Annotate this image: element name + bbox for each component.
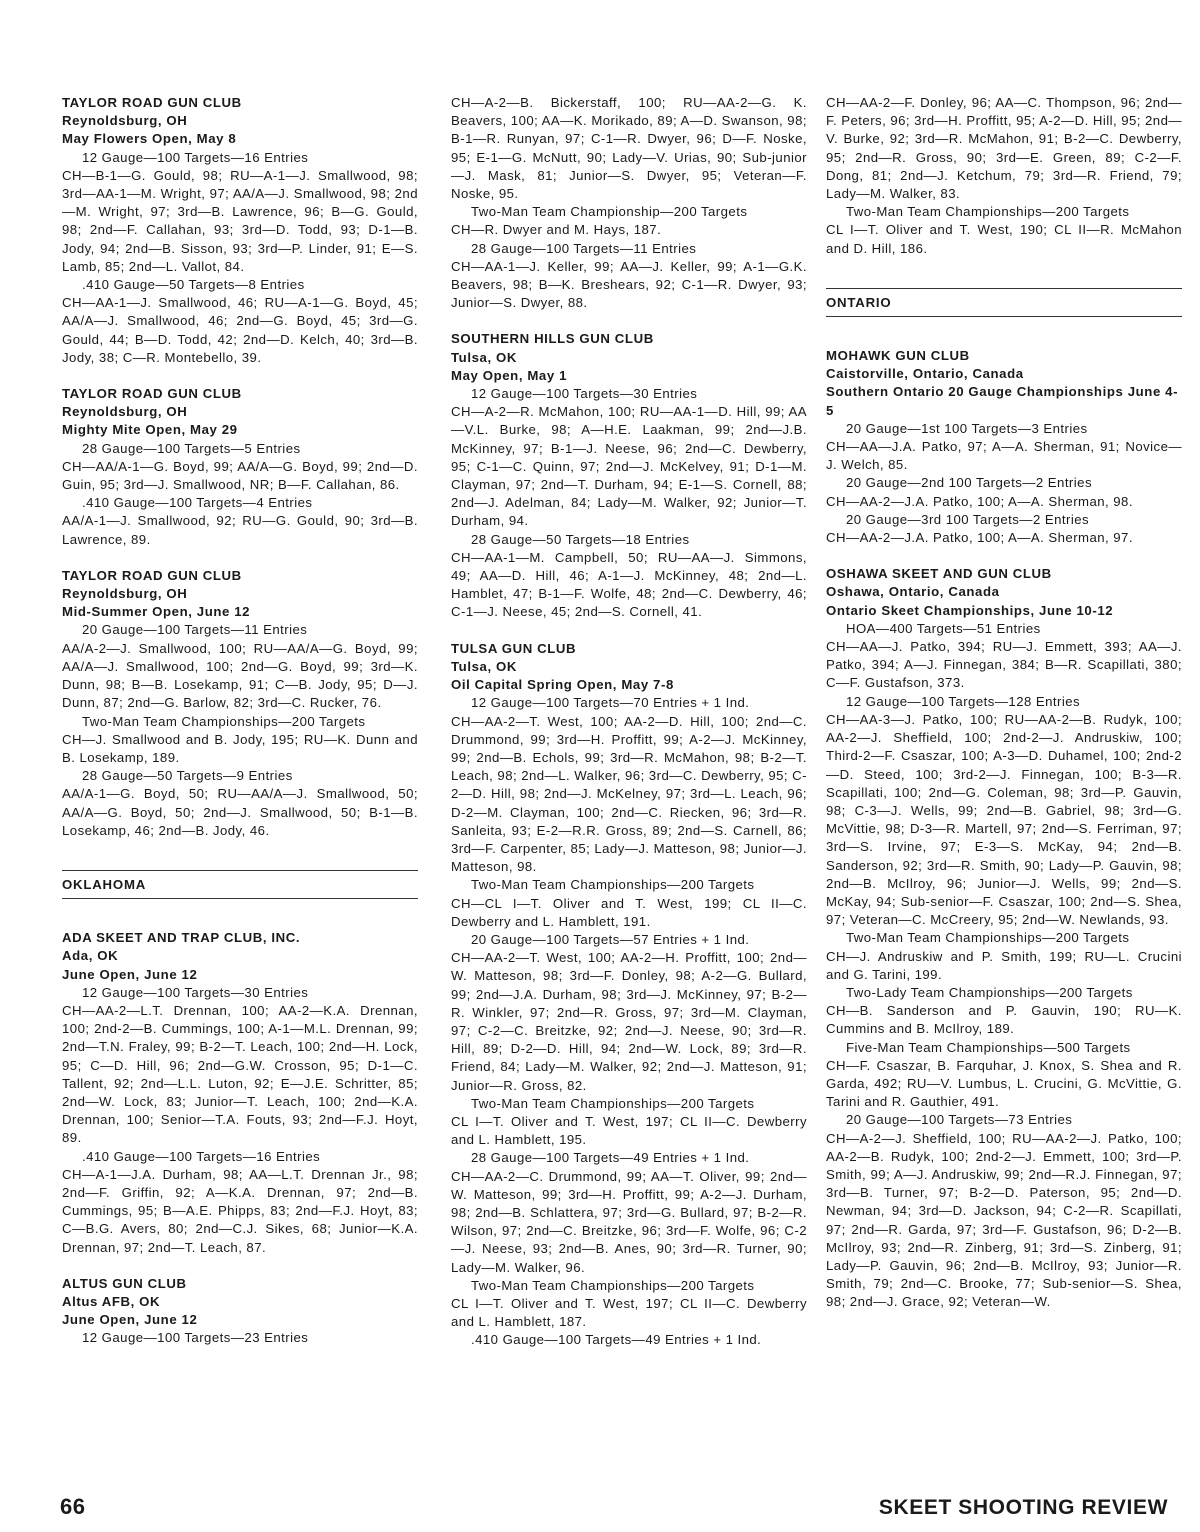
results-paragraph: CH—AA—J.A. Patko, 97; A—A. Sherman, 91; Novice—J. Welch, 85. [826,439,1182,473]
event-subheading: 28 Gauge—50 Targets—18 Entries [471,531,690,547]
event-subheading: 12 Gauge—100 Targets—23 Entries [82,1330,309,1346]
club-name: TAYLOR ROAD GUN CLUB [62,567,242,583]
event-title: Southern Ontario 20 Gauge Championships June 4-5 [826,384,1179,418]
club-section [451,640,807,1350]
event-subheading: Two-Lady Team Championships—200 Targets [846,984,1133,1000]
event-subheading: .410 Gauge—50 Targets—8 Entries [82,277,305,293]
event-subheading: 20 Gauge—100 Targets—57 Entries + 1 Ind. [471,931,750,947]
results-paragraph: CH—A-2—B. Bickerstaff, 100; RU—AA-2—G. K. Beavers, 100; AA—K. Morikado, 89; A—D. Swanson, 98; B-1—R. Runyan, 97; C-1—R. Dwyer, 96; D—F. Noske, 95; E-1—G. McNutt, 90; Lady—V. Urias, 90; Sub-junior—J. Mask, 81; Junior—S. Dwyer, 95; Veteran—F. Noske, 95. [451,95,807,202]
results-paragraph: AA/A-1—J. Smallwood, 92; RU—G. Gould, 90; 3rd—B. Lawrence, 89. [62,513,418,547]
event-subheading: 20 Gauge—2nd 100 Targets—2 Entries [846,475,1092,491]
results-paragraph: CH—AA-2—F. Donley, 96; AA—C. Thompson, 96; 2nd—F. Peters, 96; 3rd—H. Proffitt, 95; A-2—D. Hill, 95; 2nd—V. Burke, 92; 3rd—R. McMahon, 91; B-2—C. Dewberry, 95; 2nd—R. Gross, 90; 3rd—E. Green, 89; C-2—F. Dong, 81; 2nd—J. Ketchum, 79; 3rd—R. Friend, 79; Lady—M. Walker, 83. [826,95,1182,202]
column-1 [62,94,418,1366]
club-section [62,1275,418,1348]
event-subheading: 12 Gauge—100 Targets—128 Entries [846,693,1081,709]
column-2 [451,94,807,1368]
continued-section [451,94,807,312]
club-name: TULSA GUN CLUB [451,640,577,656]
results-paragraph: CH—AA-2—J.A. Patko, 100; A—A. Sherman, 97. [826,530,1133,546]
results-paragraph: CH—J. Andruskiw and P. Smith, 199; RU—L. Crucini and G. Tarini, 199. [826,948,1182,982]
club-name: MOHAWK GUN CLUB [826,348,970,364]
club-location: Oshawa, Ontario, Canada [826,584,1000,600]
results-paragraph: CH—B. Sanderson and P. Gauvin, 190; RU—K. Cummins and B. McIlroy, 189. [826,1003,1182,1037]
results-paragraph: CL I—T. Oliver and T. West, 190; CL II—R. McMahon and D. Hill, 186. [826,222,1182,256]
event-subheading: 12 Gauge—100 Targets—30 Entries [471,386,698,402]
club-location: Reynoldsburg, OH [62,404,188,420]
event-subheading: 28 Gauge—50 Targets—9 Entries [82,768,293,784]
club-location: Caistorville, Ontario, Canada [826,366,1024,382]
column-3 [826,94,1182,1330]
club-section [62,385,418,549]
results-paragraph: CH—AA-1—J. Smallwood, 46; RU—A-1—G. Boyd, 45; AA/A—J. Smallwood, 46; 2nd—G. Boyd, 45; 3rd—G. Gould, 44; B—D. Todd, 42; 2nd—D. Kelch, 40; 3rd—B. Jody, 38; C—R. Montebello, 39. [62,295,418,365]
event-title: June Open, June 12 [62,966,198,982]
event-subheading: Two-Man Team Championship—200 Targets [471,204,748,220]
page-number: 66 [60,1494,86,1519]
club-section [451,330,807,621]
event-title: Mighty Mite Open, May 29 [62,422,238,438]
region-header: ONTARIO [826,288,1182,317]
results-paragraph: CH—AA-2—J.A. Patko, 100; A—A. Sherman, 98. [826,493,1133,509]
event-subheading: .410 Gauge—100 Targets—16 Entries [82,1148,321,1164]
club-section [62,567,418,840]
event-title: June Open, June 12 [62,1312,198,1328]
event-subheading: Two-Man Team Championships—200 Targets [471,877,755,893]
event-subheading: Two-Man Team Championships—200 Targets [82,713,366,729]
club-name: TAYLOR ROAD GUN CLUB [62,95,242,110]
club-location: Reynoldsburg, OH [62,113,188,129]
event-title: May Flowers Open, May 8 [62,131,237,147]
results-paragraph: CH—CL I—T. Oliver and T. West, 199; CL II—C. Dewberry and L. Hamblett, 191. [451,895,807,929]
results-paragraph: CH—F. Csaszar, B. Farquhar, J. Knox, S. Shea and R. Garda, 492; RU—V. Lumbus, L. Crucini, G. McVittie, G. Tarini and R. Gauthier, 491. [826,1057,1182,1110]
club-section [62,94,418,367]
event-subheading: Five-Man Team Championships—500 Targets [846,1039,1131,1055]
event-title: Oil Capital Spring Open, May 7-8 [451,677,674,693]
club-name: OSHAWA SKEET AND GUN CLUB [826,566,1052,582]
event-subheading: HOA—400 Targets—51 Entries [846,620,1041,636]
results-paragraph: CH—A-2—R. McMahon, 100; RU—AA-1—D. Hill, 99; AA—V.L. Burke, 98; A—H.E. Laakman, 99; 2nd—J.B. McKinney, 97; B-1—J. Neese, 96; 2nd—C. Dewberry, 95; C-1—C. Quinn, 97; 2nd—J. McKelvey, 91; D-1—M. Clayman, 97; 2nd—T. Durham, 94; E-1—S. Cornell, 88; 2nd—J. Adelman, 84; Lady—M. Walker, 92; Junior—T. Durham, 94. [451,404,807,529]
results-paragraph: CH—AA-3—J. Patko, 100; RU—AA-2—B. Rudyk, 100; AA-2—J. Sheffield, 100; 2nd-2—J. Andruskiw, 100; Third-2—F. Csaszar, 100; A-3—D. Duhamel, 100; 2nd-2—D. Steed, 100; 3rd-2—J. Finnegan, 100; B-3—R. Scapillati, 100; 2nd—G. Coleman, 98; 3rd—P. Gauvin, 98; C-3—J. Wells, 99; 2nd—B. Gabriel, 98; 3rd—G. McVittie, 98; D-3—R. Martell, 97; 2nd—S. Ferriman, 97; 3rd—S. Irvine, 97; E-3—S. McKay, 94; 2nd—B. Sanderson, 92; 3rd—R. Smith, 90; Lady—P. Gauvin, 98; 2nd—B. McIlroy, 96; Junior—J. Wells, 99; 2nd—S. McKay, 94; Sub-senior—F. Csaszar, 100; 2nd—S. Shea, 97; Veteran—C. McCreery, 95; 2nd—W. Newlands, 93. [826,711,1182,928]
results-paragraph: CH—AA-2—C. Drummond, 99; AA—T. Oliver, 99; 2nd—W. Matteson, 99; 3rd—H. Proffitt, 99; A-2—J. Durham, 98; 2nd—B. Schlattera, 97; 3rd—G. Bullard, 97; B-2—R. Wilson, 97; 2nd—C. Breitzke, 96; 3rd—F. Wolfe, 96; C-2—J. Neese, 93; 2nd—B. Anes, 90; 3rd—R. Turner, 90; Lady—M. Walker, 96. [451,1168,807,1275]
event-subheading: Two-Man Team Championships—200 Targets [846,930,1130,946]
results-paragraph: CH—R. Dwyer and M. Hays, 187. [451,222,662,238]
event-title: Mid-Summer Open, June 12 [62,604,251,620]
event-subheading: 12 Gauge—100 Targets—30 Entries [82,984,309,1000]
region-header: OKLAHOMA [62,870,418,899]
club-name: SOUTHERN HILLS GUN CLUB [451,331,654,347]
club-location: Tulsa, OK [451,658,517,674]
event-subheading: 12 Gauge—100 Targets—70 Entries + 1 Ind. [471,695,750,711]
event-subheading: Two-Man Team Championships—200 Targets [471,1277,755,1293]
club-name: ADA SKEET AND TRAP CLUB, INC. [62,930,301,946]
event-subheading: Two-Man Team Championships—200 Targets [471,1095,755,1111]
event-subheading: .410 Gauge—100 Targets—49 Entries + 1 Ind. [471,1332,762,1348]
event-subheading: .410 Gauge—100 Targets—4 Entries [82,495,313,511]
results-paragraph: CH—AA-1—M. Campbell, 50; RU—AA—J. Simmons, 49; AA—D. Hill, 46; A-1—J. McKinney, 48; 2nd—L. Hamblet, 47; B-1—F. Wolfe, 48; 2nd—C. Dewberry, 46; C-1—J. Neese, 45; 2nd—S. Cornell, 41. [451,549,807,620]
event-title: Ontario Skeet Championships, June 10-12 [826,602,1114,618]
results-paragraph: CH—AA—J. Patko, 394; RU—J. Emmett, 393; AA—J. Patko, 394; A—J. Finnegan, 384; B—R. Scapillati, 380; C—F. Gustafson, 373. [826,639,1182,691]
results-paragraph: CL I—T. Oliver and T. West, 197; CL II—C. Dewberry and L. Hamblett, 187. [451,1296,807,1330]
club-name: TAYLOR ROAD GUN CLUB [62,386,242,402]
results-paragraph: AA/A-2—J. Smallwood, 100; RU—AA/A—G. Boyd, 99; AA/A—J. Smallwood, 100; 2nd—G. Boyd, 99; 3rd—K. Dunn, 98; B—B. Losekamp, 91; C—B. Jody, 95; D—J. Dunn, 87; 2nd—G. Barlow, 82; 3rd—C. Rucker, 76. [62,640,418,711]
club-section [62,929,418,1257]
club-section [826,347,1182,547]
results-paragraph: CH—AA-2—T. West, 100; AA-2—H. Proffitt, 100; 2nd—W. Matteson, 98; 3rd—F. Donley, 98; A-2—G. Bullard, 99; 2nd—J.A. Durham, 98; 3rd—J. McKinney, 97; B-2—R. Winkler, 97; 2nd—R. Gross, 97; 3rd—M. Clayman, 97; C-2—C. Breitzke, 92; 2nd—J. Neese, 90; 3rd—R. Hill, 89; D-2—D. Hill, 94; 2nd—W. Lock, 89; 3rd—R. Friend, 84; Lady—M. Walker, 92; 2nd—J. Matteson, 91; Junior—R. Gross, 82. [451,950,807,1093]
magazine-title: SKEET SHOOTING REVIEW [878,1496,1168,1519]
event-subheading: Two-Man Team Championships—200 Targets [846,204,1130,220]
results-paragraph: CH—AA-2—T. West, 100; AA-2—D. Hill, 100; 2nd—C. Drummond, 99; 3rd—H. Proffitt, 99; A-2—J. McKinney, 99; 2nd—B. Echols, 99; 3rd—R. McMahon, 98; B-2—T. Leach, 98; 2nd—L. Walker, 96; 3rd—C. Dewberry, 95; C-2—D. Hill, 98; 2nd—J. McKelney, 97; 3rd—L. Leach, 96; D-2—M. Clayman, 100; 2nd—C. Riecken, 96; 3rd—R. Sanleita, 93; E-2—R.R. Gross, 89; 2nd—S. Carnell, 86; 3rd—F. Carpenter, 85; Lady—J. Matteson, 98; Junior—J. Matteson, 98. [451,713,807,875]
results-paragraph: CH—AA-1—J. Keller, 99; AA—J. Keller, 99; A-1—G.K. Beavers, 98; B—K. Breshears, 92; C-1—R. Dwyer, 93; Junior—S. Dwyer, 88. [451,258,807,311]
club-name: ALTUS GUN CLUB [62,1275,187,1291]
results-paragraph: CH—AA/A-1—G. Boyd, 99; AA/A—G. Boyd, 99; 2nd—D. Guin, 95; 3rd—J. Smallwood, NR; B—F. Callahan, 86. [62,458,418,493]
event-subheading: 28 Gauge—100 Targets—5 Entries [82,440,301,456]
continued-section [826,94,1182,258]
results-paragraph: CH—AA-2—L.T. Drennan, 100; AA-2—K.A. Drennan, 100; 2nd-2—B. Cummings, 100; A-1—M.L. Drennan, 99; 2nd—T.N. Fraley, 99; B-2—T. Leach, 100; 2nd—H. Lock, 95; C—D. Hill, 96; 2nd—G.W. Crosson, 95; D-1—C. Tallent, 92; 2nd—L.L. Luton, 92; E—J.E. Schritter, 85; 2nd—W. Lock, 83; Junior—T. Leach, 100; 2nd—K.A. Drennan, 100; Senior—T.A. Fouts, 93; 2nd—F.J. Hoyt, 89. [62,1002,418,1146]
results-paragraph: CH—A-1—J.A. Durham, 98; AA—L.T. Drennan Jr., 98; 2nd—F. Griffin, 92; A—K.A. Drennan, 97; 2nd—B. Cummings, 95; B—A.E. Phipps, 83; 2nd—F.J. Hoyt, 83; C—B.G. Avers, 80; 2nd—C.J. Sikes, 68; Junior—K.A. Drennan, 97; 2nd—T. Leach, 87. [62,1166,418,1255]
club-location: Ada, OK [62,948,119,964]
event-subheading: 20 Gauge—3rd 100 Targets—2 Entries [846,511,1090,527]
event-subheading: 28 Gauge—100 Targets—11 Entries [471,240,697,256]
club-location: Altus AFB, OK [62,1293,161,1309]
event-subheading: 12 Gauge—100 Targets—16 Entries [82,149,309,165]
event-subheading: 20 Gauge—100 Targets—73 Entries [846,1112,1073,1128]
club-location: Tulsa, OK [451,349,517,365]
results-paragraph: AA/A-1—G. Boyd, 50; RU—AA/A—J. Smallwood, 50; AA/A—G. Boyd, 50; 2nd—J. Smallwood, 50; B-1—B. Losekamp, 46; 2nd—B. Jody, 46. [62,786,418,838]
event-subheading: 28 Gauge—100 Targets—49 Entries + 1 Ind. [471,1150,750,1166]
event-subheading: 20 Gauge—100 Targets—11 Entries [82,622,308,638]
results-paragraph: CH—A-2—J. Sheffield, 100; RU—AA-2—J. Patko, 100; AA-2—B. Rudyk, 100; 2nd-2—J. Emmett, 100; 3rd—P. Smith, 99; A—J. Andruskiw, 99; 2nd—R.J. Finnegan, 97; 3rd—B. Turner, 97; B-2—D. Paterson, 95; 2nd—D. Newman, 94; 3rd—D. Jackson, 94; C-2—R. Scapillati, 97; 2nd—R. Garda, 97; 3rd—F. Gustafson, 96; D-2—B. McIlroy, 93; 2nd—R. Zinberg, 91; 3rd—S. Zinberg, 91; Lady—P. Gauvin, 96; 2nd—B. McIlroy, 93; Junior—R. Smith, 79; 2nd—C. Brooke, 77; Sub-senior—S. Shea, 98; 2nd—J. Grace, 92; Veteran—W. [826,1130,1182,1310]
results-paragraph: CL I—T. Oliver and T. West, 197; CL II—C. Dewberry and L. Hamblett, 195. [451,1113,807,1148]
event-title: May Open, May 1 [451,367,568,383]
results-paragraph: CH—J. Smallwood and B. Jody, 195; RU—K. Dunn and B. Losekamp, 189. [62,731,418,765]
results-paragraph: CH—B-1—G. Gould, 98; RU—A-1—J. Smallwood, 98; 3rd—AA-1—M. Wright, 97; AA/A—J. Smallwood, 98; 2nd—M. Wright, 97; 3rd—B. Lawrence, 96; B—G. Gould, 98; 2nd—F. Callahan, 93; 3rd—D. Todd, 93; D-1—B. Jody, 94; 2nd—B. Sisson, 93; 3rd—P. Linder, 91; E—S. Lamb, 85; 2nd—L. Vallot, 84. [62,167,418,274]
club-location: Reynoldsburg, OH [62,586,188,602]
event-subheading: 20 Gauge—1st 100 Targets—3 Entries [846,420,1088,436]
club-section [826,565,1182,1311]
